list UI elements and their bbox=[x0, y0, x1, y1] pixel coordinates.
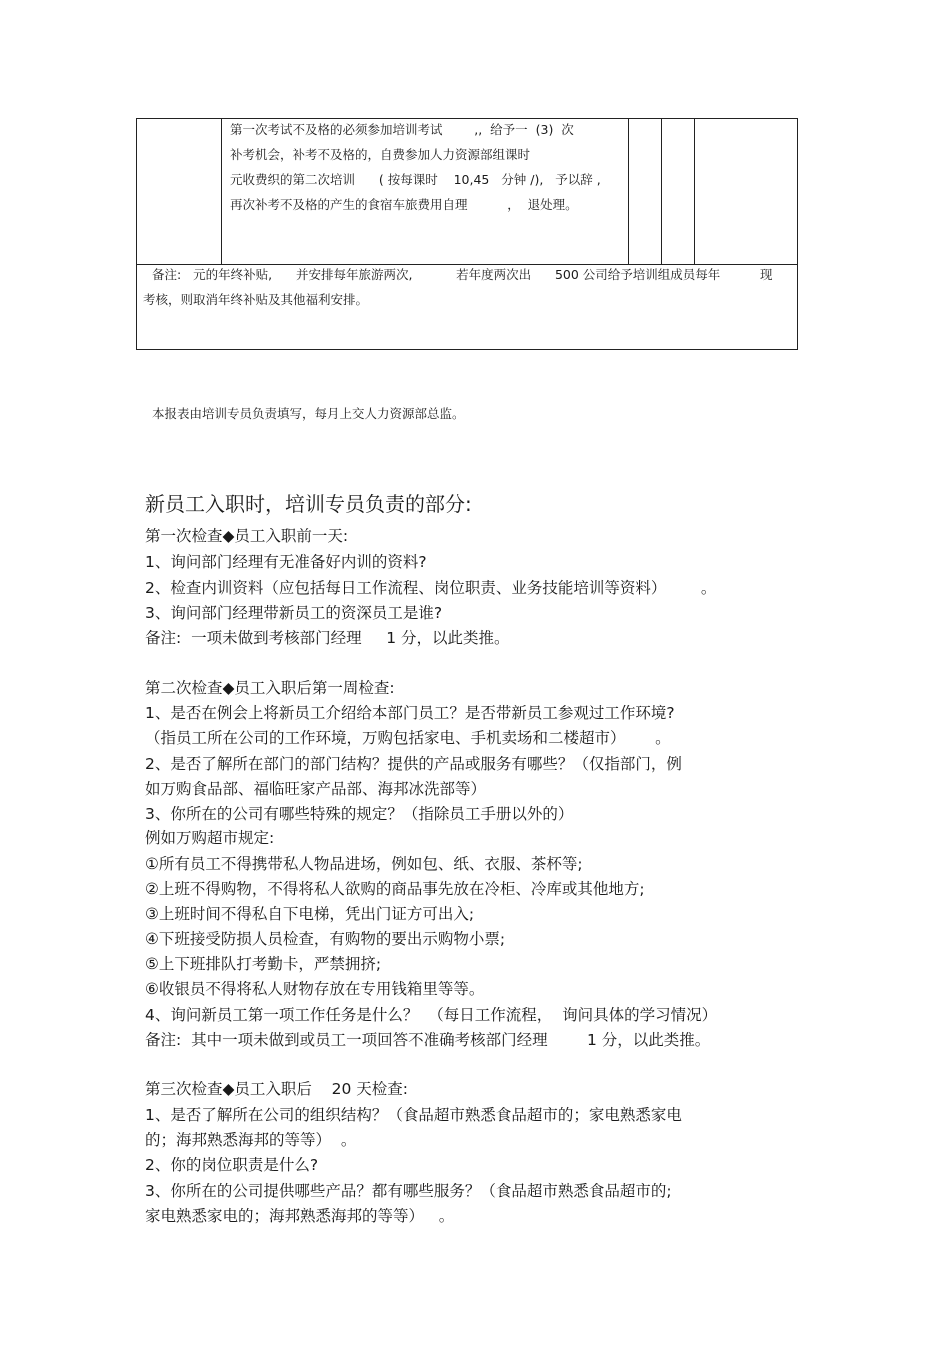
checklist-line: 4、询问新员工第一项工作任务是什么？ （每日工作流程， 询问具体的学习情况） bbox=[145, 1006, 718, 1024]
checklist-line: 家电熟悉家电的；海邦熟悉海邦的等等） 。 bbox=[145, 1207, 455, 1225]
table-column-divider bbox=[694, 119, 695, 264]
checklist-line: 3、询问部门经理带新员工的资深员工是谁? bbox=[145, 604, 443, 622]
checklist-line: 如万购食品部、福临旺家产品部、海邦冰洗部等） bbox=[145, 780, 487, 798]
checklist-line: 例如万购超市规定: bbox=[145, 829, 275, 847]
checklist-line: 3、你所在的公司有哪些特殊的规定？（指除员工手册以外的） bbox=[145, 805, 574, 823]
report-note: 本报表由培训专员负责填写，每月上交人力资源部总监。 bbox=[152, 406, 465, 421]
checklist-line: 第二次检查◆员工入职后第一周检查: bbox=[145, 679, 395, 697]
table-note-line: 备注: 元的年终补贴, 并安排每年旅游两次, 若年度两次出 500 公司给予培训组成员每年 现 bbox=[152, 267, 773, 282]
checklist-line: 2、你的岗位职责是什么? bbox=[145, 1156, 319, 1174]
checklist-line: 备注: 其中一项未做到或员工一项回答不准确考核部门经理 1 分，以此类推。 bbox=[145, 1031, 711, 1049]
checklist-line: 的；海邦熟悉海邦的等等） 。 bbox=[145, 1131, 357, 1149]
checklist-line: ⑥收银员不得将私人财物存放在专用钱箱里等等。 bbox=[145, 980, 485, 998]
checklist-line: 第三次检查◆员工入职后 20 天检查: bbox=[145, 1080, 409, 1098]
section-heading: 新员工入职时，培训专员负责的部分: bbox=[145, 492, 472, 516]
checklist-line: 3、你所在的公司提供哪些产品？都有哪些服务？（食品超市熟悉食品超市的; bbox=[145, 1182, 672, 1200]
table-column-divider bbox=[221, 119, 222, 264]
checklist-line: ③上班时间不得私自下电梯，凭出门证方可出入; bbox=[145, 905, 475, 923]
checklist-line: 备注: 一项未做到考核部门经理 1 分，以此类推。 bbox=[145, 629, 510, 647]
table-note-line: 考核，则取消年终补贴及其他福利安排。 bbox=[143, 292, 369, 307]
checklist-line: 1、询问部门经理有无准备好内训的资料? bbox=[145, 553, 427, 571]
checklist-line: 第一次检查◆员工入职前一天: bbox=[145, 527, 349, 545]
table-cell-line: 补考机会，补考不及格的，自费参加人力资源部组课时 bbox=[230, 147, 531, 162]
checklist-line: 1、是否在例会上将新员工介绍给本部门员工？是否带新员工参观过工作环境? bbox=[145, 704, 675, 722]
table-row-divider bbox=[137, 264, 797, 265]
table-cell-line: 元收费织的第二次培训 ( 按每课时 10,45 分钟 /), 予以辞 , bbox=[230, 172, 601, 187]
table-cell-line: 第一次考试不及格的必须参加培训考试 ,, 给予一 (3) 次 bbox=[230, 122, 574, 137]
training-table bbox=[136, 118, 798, 350]
checklist-line: 2、是否了解所在部门的部门结构？提供的产品或服务有哪些？（仅指部门，例 bbox=[145, 755, 682, 773]
table-cell-line: 再次补考不及格的产生的食宿车旅费用自理 ， 退处理。 bbox=[230, 197, 578, 212]
checklist-line: ②上班不得购物，不得将私人欲购的商品事先放在冷柜、冷库或其他地方; bbox=[145, 880, 645, 898]
checklist-line: ①所有员工不得携带私人物品进场，例如包、纸、衣服、茶杯等; bbox=[145, 855, 583, 873]
table-column-divider bbox=[661, 119, 662, 264]
checklist-line: ⑤上下班排队打考勤卡，严禁拥挤; bbox=[145, 955, 382, 973]
checklist-line: 1、是否了解所在公司的组织结构？（食品超市熟悉食品超市的；家电熟悉家电 bbox=[145, 1106, 682, 1124]
checklist-line: ④下班接受防损人员检查，有购物的要出示购物小票; bbox=[145, 930, 506, 948]
table-column-divider bbox=[628, 119, 629, 264]
checklist-line: 2、检查内训资料（应包括每日工作流程、岗位职责、业务技能培训等资料） 。 bbox=[145, 579, 717, 597]
checklist-line: （指员工所在公司的工作环境，万购包括家电、手机卖场和二楼超市） 。 bbox=[145, 729, 671, 747]
